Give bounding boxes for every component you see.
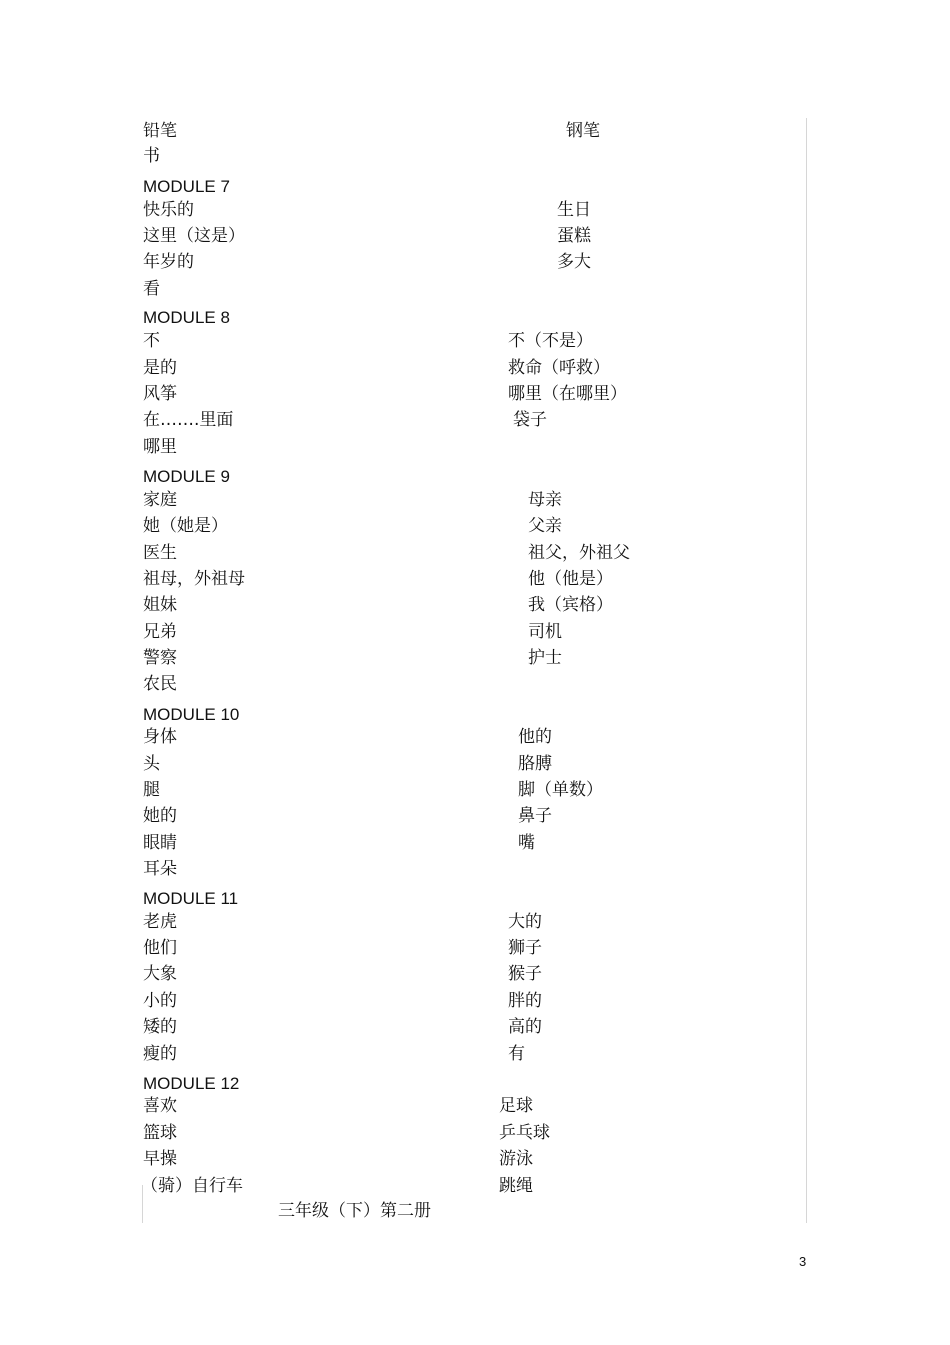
module-heading: MODULE 11 <box>143 889 239 908</box>
word-left: 瘦的 <box>143 1044 177 1064</box>
word-right: 钢笔 <box>566 121 600 141</box>
word-right: 他的 <box>518 727 552 747</box>
word-left: 快乐的 <box>143 200 194 220</box>
word-right: 足球 <box>499 1096 533 1116</box>
word-right: 游泳 <box>499 1149 533 1169</box>
word-right: 胖的 <box>508 991 542 1011</box>
word-right: 护士 <box>528 648 562 668</box>
word-right: 哪里（在哪里） <box>508 384 627 404</box>
word-left: 腿 <box>143 780 160 800</box>
word-left: 书 <box>143 146 160 166</box>
word-right: 嘴 <box>518 833 535 853</box>
word-left: 医生 <box>143 543 177 563</box>
word-left: 警察 <box>143 648 177 668</box>
word-right: 胳膊 <box>518 754 552 774</box>
word-left: 老虎 <box>143 912 177 932</box>
word-left: 大象 <box>143 964 177 984</box>
word-left: 身体 <box>143 727 177 747</box>
word-left: （骑）自行车 <box>141 1176 243 1196</box>
word-left: 祖母，外祖母 <box>143 569 245 589</box>
module-heading: MODULE 9 <box>143 467 230 486</box>
word-right: 多大 <box>557 252 591 272</box>
word-left: 农民 <box>143 674 177 694</box>
word-left: 姐妹 <box>143 595 177 615</box>
word-right: 救命（呼救） <box>508 358 610 378</box>
word-right: 司机 <box>528 622 562 642</box>
word-left: 在…….里面 <box>143 410 234 430</box>
word-right: 我（宾格） <box>528 595 613 615</box>
word-left: 眼睛 <box>143 833 177 853</box>
word-left: 风筝 <box>143 384 177 404</box>
word-left: 头 <box>143 754 160 774</box>
word-left: 早操 <box>143 1149 177 1169</box>
word-left: 兄弟 <box>143 622 177 642</box>
word-left: 不 <box>143 331 160 351</box>
word-left: 家庭 <box>143 490 177 510</box>
word-right: 大的 <box>508 912 542 932</box>
word-right: 有 <box>508 1044 525 1064</box>
module-heading: MODULE 10 <box>143 705 240 724</box>
word-right: 他（他是） <box>528 569 613 589</box>
word-right: 乒乓球 <box>499 1123 550 1143</box>
word-left: 看 <box>143 279 160 299</box>
word-right: 父亲 <box>528 516 562 536</box>
module-heading: MODULE 12 <box>143 1074 240 1093</box>
word-left: 矮的 <box>143 1017 177 1037</box>
word-right: 生日 <box>557 200 591 220</box>
word-right: 母亲 <box>528 490 562 510</box>
word-left: 这里（这是） <box>143 226 245 246</box>
word-left: 铅笔 <box>143 121 177 141</box>
module-heading: MODULE 8 <box>143 308 230 327</box>
word-left: 耳朵 <box>143 859 177 879</box>
word-left: 是的 <box>143 358 177 378</box>
word-left: 他们 <box>143 938 177 958</box>
word-right: 不（不是） <box>508 331 593 351</box>
word-left: 哪里 <box>143 437 177 457</box>
word-left: 年岁的 <box>143 252 194 272</box>
word-left: 篮球 <box>143 1123 177 1143</box>
word-right: 祖父，外祖父 <box>528 543 630 563</box>
module-heading: MODULE 7 <box>143 177 230 196</box>
word-left: 小的 <box>143 991 177 1011</box>
word-right: 蛋糕 <box>557 226 591 246</box>
page-number: 3 <box>799 1254 807 1269</box>
word-right: 猴子 <box>508 964 542 984</box>
right-margin-rule <box>806 118 807 1223</box>
word-right: 鼻子 <box>518 806 552 826</box>
word-left: 喜欢 <box>143 1096 177 1116</box>
word-left: 她的 <box>143 806 177 826</box>
word-right: 脚（单数） <box>518 780 603 800</box>
word-right: 狮子 <box>508 938 542 958</box>
word-right: 跳绳 <box>499 1176 533 1196</box>
word-left: 她（她是） <box>143 516 228 536</box>
word-right: 高的 <box>508 1017 542 1037</box>
word-right: 袋子 <box>513 410 547 430</box>
section-caption: 三年级（下）第二册 <box>278 1201 431 1221</box>
